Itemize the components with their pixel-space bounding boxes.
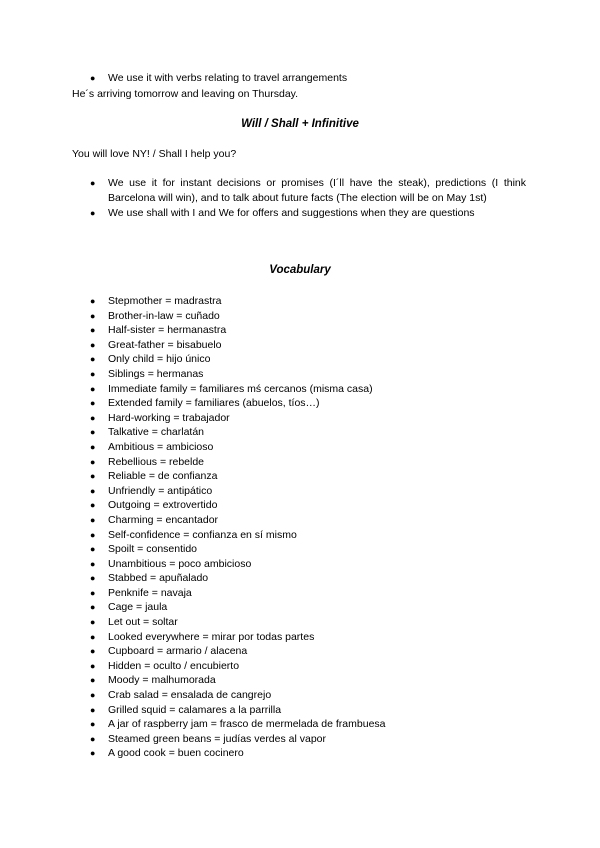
vocabulary-item [0, 338, 386, 353]
vocabulary-item-text: Cage = jaula [108, 601, 168, 614]
bullet-dot: ● [90, 456, 96, 467]
vocabulary-item [0, 411, 386, 426]
vocabulary-item-text: Unfriendly = antipático [108, 484, 213, 497]
vocabulary-item [0, 659, 386, 674]
bullet-dot: ● [90, 427, 96, 438]
bullet-dot: ● [90, 660, 96, 671]
bullet-dot: ● [90, 617, 96, 628]
vocabulary-item [0, 382, 386, 397]
bullet-dot: ● [90, 631, 96, 642]
vocabulary-item-text: Siblings = hermanas [108, 367, 204, 380]
vocabulary-item [0, 528, 386, 543]
bullet-dot: ● [90, 704, 96, 715]
bullet-dot: ● [90, 296, 96, 306]
bullet-dot: ● [90, 587, 96, 598]
vocabulary-item-text: Stepmother = madrastra [108, 295, 222, 307]
will-shall-bullet-1 [0, 176, 526, 206]
vocabulary-item [0, 352, 386, 367]
vocabulary-item-text: Outgoing = extrovertido [108, 499, 218, 512]
bullet-dot: ● [90, 368, 96, 379]
bullet-dot: ● [90, 310, 96, 321]
bullet-dot: ● [90, 73, 96, 83]
bullet-dot: ● [90, 733, 96, 744]
bullet-dot: ● [90, 339, 96, 350]
bullet-dot: ● [90, 514, 96, 525]
vocabulary-item [0, 513, 386, 528]
vocabulary-item [0, 571, 386, 586]
bullet-dot: ● [90, 441, 96, 452]
vocabulary-item [0, 732, 386, 747]
vocabulary-item-text: Let out = soltar [108, 616, 178, 629]
vocabulary-item [0, 644, 386, 659]
vocabulary-item-text: A good cook = buen cocinero [108, 747, 244, 760]
intro-bullet-text: We use it with verbs relating to travel arrangements [108, 72, 348, 84]
vocabulary-item [0, 542, 386, 557]
vocabulary-item [0, 440, 386, 455]
bullet-dot: ● [90, 208, 96, 218]
bullet-dot: ● [90, 412, 96, 423]
vocabulary-item [0, 600, 386, 615]
vocabulary-item [0, 484, 386, 499]
will-shall-example: You will love NY! / Shall I help you? [72, 148, 237, 160]
bullet-dot: ● [90, 500, 96, 511]
will-shall-bullets [0, 176, 526, 221]
vocabulary-item [0, 323, 386, 338]
bullet-dot: ● [90, 398, 96, 409]
vocabulary-item [0, 673, 386, 688]
vocabulary-item-text: Brother-in-law = cuñado [108, 309, 220, 322]
bullet-dot: ● [90, 573, 96, 584]
vocabulary-item-text: Immediate family = familiares mś cercanos (misma casa) [108, 382, 373, 395]
vocabulary-item-text: Unambitious = poco ambicioso [108, 557, 252, 570]
vocabulary-item [0, 615, 386, 630]
bullet-dot: ● [90, 690, 96, 701]
vocabulary-item [0, 455, 386, 470]
bullet-dot: ● [90, 558, 96, 569]
will-shall-bullet-2 [0, 206, 526, 221]
bullet-dot: ● [90, 748, 96, 759]
vocabulary-item [0, 294, 386, 309]
bullet-dot: ● [90, 383, 96, 394]
bullet-dot: ● [90, 646, 96, 657]
bullet-dot: ● [90, 675, 96, 686]
will-shall-bullet-text: We use it for instant decisions or promises (I´ll have the steak), predictions (I think Barcelona will win), and to talk about future facts (The election will be on May 1st) [108, 177, 526, 204]
vocabulary-item [0, 703, 386, 718]
vocabulary-item-text: Cupboard = armario / alacena [108, 645, 248, 658]
vocabulary-item-text: A jar of raspberry jam = frasco de mermelada de frambuesa [108, 718, 386, 731]
vocabulary-list [0, 294, 386, 761]
vocabulary-item [0, 717, 386, 732]
vocabulary-item [0, 630, 386, 645]
bullet-dot: ● [90, 354, 96, 365]
bullet-dot: ● [90, 544, 96, 555]
vocabulary-item-text: Hard-working = trabajador [108, 411, 230, 424]
bullet-dot: ● [90, 529, 96, 540]
vocabulary-item [0, 688, 386, 703]
vocabulary-item-text: Only child = hijo único [108, 353, 211, 366]
vocabulary-item [0, 586, 386, 601]
vocabulary-item-text: Self-confidence = confianza en sí mismo [108, 528, 297, 541]
bullet-dot: ● [90, 325, 96, 336]
vocabulary-item-text: Spoilt = consentido [108, 543, 198, 556]
vocabulary-item-text: Talkative = charlatán [108, 426, 205, 439]
intro-example: He´s arriving tomorrow and leaving on Thursday. [72, 88, 299, 100]
vocabulary-item-text: Steamed green beans = judías verdes al vapor [108, 732, 327, 745]
vocabulary-item [0, 396, 386, 411]
vocabulary-item-text: Crab salad = ensalada de cangrejo [108, 689, 272, 702]
bullet-dot: ● [90, 178, 96, 188]
vocabulary-item-text: Ambitious = ambicioso [108, 440, 214, 453]
vocabulary-heading: Vocabulary [269, 264, 331, 276]
vocabulary-item [0, 498, 386, 513]
vocabulary-item [0, 425, 386, 440]
vocabulary-item-text: Great-father = bisabuelo [108, 338, 222, 351]
vocabulary-item-text: Moody = malhumorada [108, 674, 216, 687]
vocabulary-item-text: Stabbed = apuñalado [108, 572, 209, 585]
bullet-dot: ● [90, 602, 96, 613]
will-shall-heading: Will / Shall + Infinitive [241, 118, 359, 130]
vocabulary-item-text: Half-sister = hermanastra [108, 324, 227, 337]
bullet-dot: ● [90, 485, 96, 496]
vocabulary-item-text: Penknife = navaja [108, 586, 192, 599]
vocabulary-item [0, 309, 386, 324]
vocabulary-item-text: Grilled squid = calamares a la parrilla [108, 703, 282, 716]
vocabulary-item-text: Extended family = familiares (abuelos, tíos…) [108, 397, 320, 410]
vocabulary-item [0, 557, 386, 572]
intro-bullet [0, 71, 347, 86]
vocabulary-item-text: Hidden = oculto / encubierto [108, 659, 240, 672]
vocabulary-item-text: Reliable = de confianza [108, 470, 218, 483]
vocabulary-item [0, 367, 386, 382]
vocabulary-item [0, 469, 386, 484]
vocabulary-item [0, 746, 386, 761]
vocabulary-item-text: Rebellious = rebelde [108, 455, 205, 468]
bullet-dot: ● [90, 719, 96, 730]
bullet-dot: ● [90, 471, 96, 482]
vocabulary-item-text: Charming = encantador [108, 513, 219, 526]
intro-bullet-list [0, 71, 347, 86]
will-shall-bullet-text: We use shall with I and We for offers and suggestions when they are questions [108, 207, 475, 219]
vocabulary-item-text: Looked everywhere = mirar por todas partes [108, 630, 315, 643]
